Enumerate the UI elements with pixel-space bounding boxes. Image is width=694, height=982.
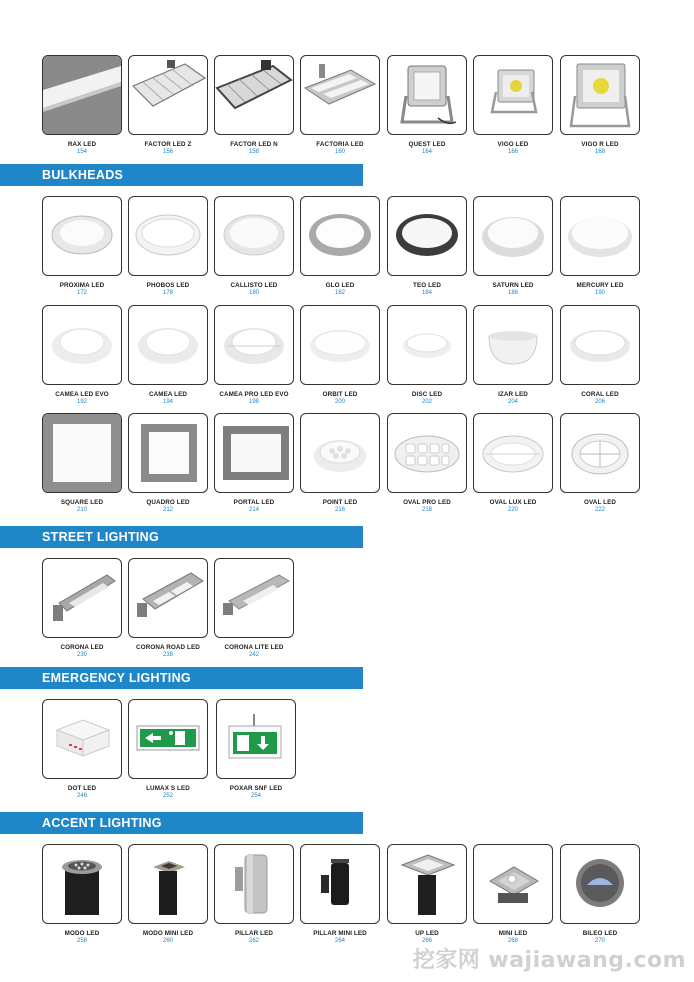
product-image (473, 305, 553, 385)
product-name: QUADRO LED (146, 499, 190, 506)
product-name: PILLAR LED (234, 930, 274, 937)
product-card[interactable] (42, 699, 122, 799)
page-number[interactable]: 204 (507, 399, 518, 405)
product-name: CORONA ROAD LED (136, 644, 200, 651)
product-card[interactable] (473, 55, 553, 155)
product-card[interactable] (473, 413, 553, 513)
round-bulkhead-icon (301, 306, 379, 384)
page-number[interactable]: 268 (507, 938, 518, 944)
product-row-4 (0, 558, 694, 678)
dome-bulkhead-icon (474, 306, 552, 384)
product-name: POXAR SNF LED (229, 785, 283, 792)
product-image (214, 196, 294, 276)
product-name: PORTAL LED (233, 499, 275, 506)
highbay-panel-icon (301, 56, 379, 134)
product-name: DISC LED (411, 391, 443, 398)
round-bulkhead-icon (474, 197, 552, 275)
product-name: OVAL LED (583, 499, 617, 506)
product-name: SQUARE LED (60, 499, 104, 506)
product-image (128, 699, 208, 779)
product-image (560, 844, 640, 924)
product-card[interactable] (214, 55, 294, 155)
product-card[interactable] (387, 844, 467, 944)
product-name: OVAL PRO LED (403, 499, 451, 506)
product-image (473, 413, 553, 493)
product-card[interactable] (42, 413, 122, 513)
product-card[interactable] (42, 196, 122, 296)
round-bulkhead-icon (561, 197, 639, 275)
page-number[interactable]: 178 (162, 290, 173, 296)
page-number[interactable]: 242 (248, 652, 259, 658)
product-image (42, 196, 122, 276)
product-card[interactable] (560, 413, 640, 513)
page-number[interactable]: 218 (421, 507, 432, 513)
product-name: LUMAX S LED (146, 785, 190, 792)
product-name: MODO LED (64, 930, 100, 937)
product-image (473, 844, 553, 924)
product-name: UP LED (415, 930, 439, 937)
section-header-street-lighting: STREET LIGHTING (0, 526, 363, 548)
product-image (42, 558, 122, 638)
page-number[interactable]: 262 (248, 938, 259, 944)
round-bulkhead-icon (129, 197, 207, 275)
round-bulkhead-icon (388, 306, 466, 384)
product-image (216, 699, 296, 779)
section-header-bulkheads: BULKHEADS (0, 164, 363, 186)
product-image (214, 413, 294, 493)
page-number[interactable]: 254 (250, 793, 261, 799)
product-card[interactable] (42, 55, 122, 155)
product-row-0 (0, 55, 694, 175)
page-number[interactable]: 158 (248, 149, 259, 155)
product-name: TEO LED (413, 282, 441, 289)
round-bulkhead-icon (129, 306, 207, 384)
product-name: PROXIMA LED (59, 282, 105, 289)
product-image (387, 305, 467, 385)
product-image (128, 558, 208, 638)
product-card[interactable] (42, 558, 122, 658)
round-bulkhead-icon (43, 306, 121, 384)
inground-light-icon (129, 845, 207, 923)
floodlight-icon (388, 56, 466, 134)
product-image (214, 55, 294, 135)
page-number[interactable]: 190 (594, 290, 605, 296)
product-card[interactable] (128, 844, 208, 944)
product-image (42, 844, 122, 924)
product-card[interactable] (128, 413, 208, 513)
exit-sign-icon (217, 700, 295, 778)
product-image (560, 413, 640, 493)
product-image (300, 413, 380, 493)
product-image (128, 844, 208, 924)
product-image (214, 558, 294, 638)
product-card[interactable] (387, 413, 467, 513)
square-bulkhead-icon (43, 414, 121, 492)
product-image (560, 55, 640, 135)
round-bulkhead-icon (301, 197, 379, 275)
product-image (473, 55, 553, 135)
product-name: OVAL LUX LED (489, 499, 537, 506)
product-name: FACTOR LED Z (144, 141, 192, 148)
page-number[interactable]: 172 (76, 290, 87, 296)
product-card[interactable] (214, 196, 294, 296)
product-name: CORONA LED (60, 644, 104, 651)
product-name: CAMEA PRO LED EVO (219, 391, 289, 398)
product-card[interactable] (387, 305, 467, 405)
step-light-icon (561, 845, 639, 923)
square-uplight-icon (388, 845, 466, 923)
page-number[interactable]: 206 (594, 399, 605, 405)
product-name: FACTORIA LED (316, 141, 364, 148)
page-number[interactable]: 186 (507, 290, 518, 296)
product-card[interactable] (473, 196, 553, 296)
page-number[interactable]: 192 (76, 399, 87, 405)
page-number[interactable]: 212 (162, 507, 173, 513)
product-image (387, 844, 467, 924)
page-number[interactable]: 238 (162, 652, 173, 658)
oval-bulkhead-icon (474, 414, 552, 492)
page-number[interactable]: 202 (421, 399, 432, 405)
product-name: DOT LED (67, 785, 97, 792)
product-image (128, 305, 208, 385)
product-name: PILLAR MINI LED (313, 930, 367, 937)
product-image (560, 305, 640, 385)
highbay-panel-icon (215, 56, 293, 134)
page-number[interactable]: 164 (421, 149, 432, 155)
product-card[interactable] (214, 558, 294, 658)
oval-bulkhead-icon (561, 414, 639, 492)
product-card[interactable] (214, 413, 294, 513)
page-number[interactable]: 200 (334, 399, 345, 405)
page-number[interactable]: 222 (594, 507, 605, 513)
product-image (128, 413, 208, 493)
street-light-icon (43, 559, 121, 637)
page-number[interactable]: 230 (76, 652, 87, 658)
round-bulkhead-icon (215, 306, 293, 384)
product-image (300, 196, 380, 276)
product-image (128, 55, 208, 135)
product-image (300, 55, 380, 135)
product-card[interactable] (560, 196, 640, 296)
product-card[interactable] (42, 305, 122, 405)
street-light-icon (215, 559, 293, 637)
product-name: QUEST LED (408, 141, 446, 148)
floodlight-icon (561, 56, 639, 134)
page-number[interactable]: 266 (421, 938, 432, 944)
section-header-accent-lighting: ACCENT LIGHTING (0, 812, 363, 834)
product-image (473, 196, 553, 276)
product-image (214, 305, 294, 385)
product-name: VIGO R LED (581, 141, 619, 148)
emergency-box-icon (43, 700, 121, 778)
product-name: MODO MINI LED (142, 930, 194, 937)
page-number[interactable]: 154 (76, 149, 87, 155)
page-number[interactable]: 270 (594, 938, 605, 944)
page-number[interactable]: 260 (162, 938, 173, 944)
product-image (387, 413, 467, 493)
page-number[interactable]: 184 (421, 290, 432, 296)
product-name: FACTOR LED N (230, 141, 278, 148)
product-card[interactable] (128, 558, 208, 658)
product-name: SATURN LED (492, 282, 534, 289)
product-name: MINI LED (498, 930, 528, 937)
product-card[interactable] (387, 196, 467, 296)
product-image (300, 844, 380, 924)
product-card[interactable] (560, 305, 640, 405)
square-uplight-icon (474, 845, 552, 923)
floodlight-icon (474, 56, 552, 134)
inground-light-icon (43, 845, 121, 923)
product-name: GLO LED (325, 282, 355, 289)
square-bulkhead-icon (129, 414, 207, 492)
product-name: RAX LED (67, 141, 97, 148)
page-number[interactable]: 198 (248, 399, 259, 405)
product-name: CAMEA LED EVO (55, 391, 109, 398)
product-image (560, 196, 640, 276)
section-header-emergency-lighting: EMERGENCY LIGHTING (0, 667, 363, 689)
product-image (42, 305, 122, 385)
product-name: VIGO LED (497, 141, 529, 148)
oval-bulkhead-icon (388, 414, 466, 492)
highbay-panel-icon (129, 56, 207, 134)
page-number[interactable]: 216 (334, 507, 345, 513)
product-card[interactable] (473, 844, 553, 944)
product-name: BILEO LED (582, 930, 618, 937)
product-card[interactable] (300, 196, 380, 296)
product-card[interactable] (214, 305, 294, 405)
page-number[interactable]: 156 (162, 149, 173, 155)
page-number[interactable]: 214 (248, 507, 259, 513)
product-card[interactable] (216, 699, 296, 799)
product-row-1 (0, 196, 694, 316)
product-row-2 (0, 305, 694, 425)
page-number[interactable]: 168 (594, 149, 605, 155)
product-name: CALLISTO LED (230, 282, 278, 289)
round-bulkhead-icon (43, 197, 121, 275)
product-card[interactable] (560, 844, 640, 944)
product-image (42, 699, 122, 779)
page-number[interactable]: 160 (334, 149, 345, 155)
product-name: CORONA LITE LED (224, 644, 284, 651)
product-row-3 (0, 413, 694, 533)
product-card[interactable] (387, 55, 467, 155)
linear-batten-icon (43, 56, 121, 134)
product-card[interactable] (300, 55, 380, 155)
product-image (128, 196, 208, 276)
wall-cylinder-icon (301, 845, 379, 923)
product-card[interactable] (128, 55, 208, 155)
product-name: PHOBOS LED (146, 282, 190, 289)
product-image (42, 55, 122, 135)
product-name: IZAR LED (498, 391, 528, 398)
page-number[interactable]: 264 (334, 938, 345, 944)
product-card[interactable] (300, 844, 380, 944)
page-number[interactable]: 246 (76, 793, 87, 799)
exit-sign-icon (129, 700, 207, 778)
round-bulkhead-icon (388, 197, 466, 275)
product-card[interactable] (300, 413, 380, 513)
page-number[interactable]: 220 (507, 507, 518, 513)
page-number[interactable]: 194 (162, 399, 173, 405)
product-card[interactable] (473, 305, 553, 405)
square-bulkhead-icon (215, 414, 293, 492)
round-bulkhead-icon (215, 197, 293, 275)
product-card[interactable] (300, 305, 380, 405)
product-image (214, 844, 294, 924)
product-card[interactable] (560, 55, 640, 155)
street-light-icon (129, 559, 207, 637)
round-bulkhead-icon (561, 306, 639, 384)
product-image (387, 196, 467, 276)
product-image (387, 55, 467, 135)
product-image (300, 305, 380, 385)
product-card[interactable] (128, 196, 208, 296)
page-number[interactable]: 210 (76, 507, 87, 513)
product-name: ORBIT LED (322, 391, 358, 398)
product-name: MERCURY LED (576, 282, 624, 289)
page-number[interactable]: 258 (76, 938, 87, 944)
watermark-text: 挖家网 wajiawang.com (412, 948, 686, 973)
page-number[interactable]: 182 (334, 290, 345, 296)
wall-cylinder-icon (215, 845, 293, 923)
page-number[interactable]: 180 (248, 290, 259, 296)
page-number[interactable]: 166 (507, 149, 518, 155)
product-image (42, 413, 122, 493)
product-name: CORAL LED (581, 391, 619, 398)
product-row-5 (0, 699, 694, 819)
round-bulkhead-icon (301, 414, 379, 492)
product-card[interactable] (128, 699, 208, 799)
product-card[interactable] (42, 844, 122, 944)
product-card[interactable] (214, 844, 294, 944)
product-name: CAMEA LED (148, 391, 188, 398)
product-card[interactable] (128, 305, 208, 405)
page-number[interactable]: 252 (162, 793, 173, 799)
product-name: POINT LED (322, 499, 358, 506)
